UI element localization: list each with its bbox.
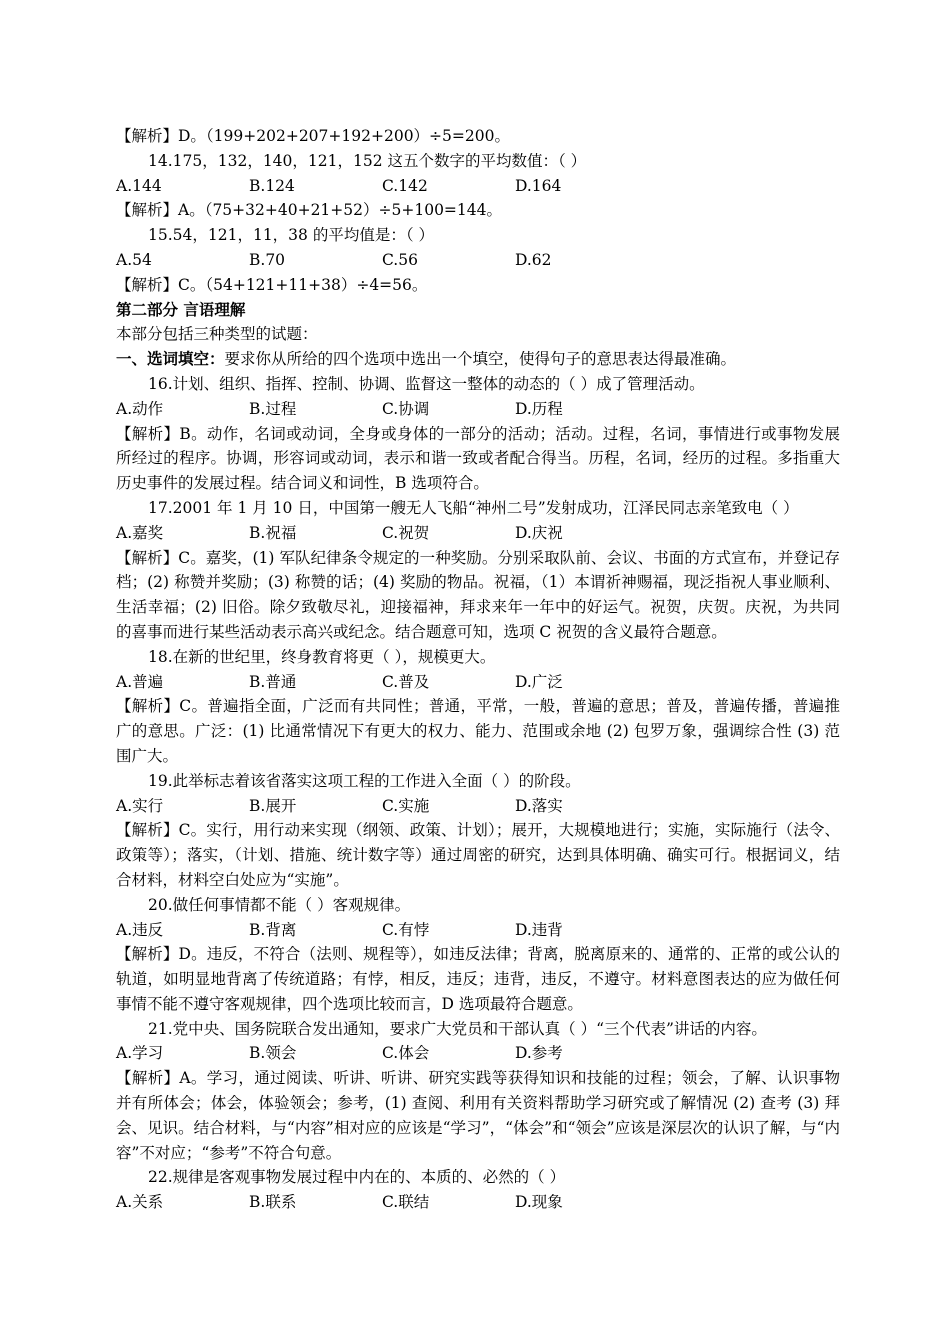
option-a: A.违反 [116, 920, 164, 939]
option-b: B.普通 [249, 672, 297, 691]
option-a: A.嘉奖 [116, 523, 164, 542]
option-b: B.124 [249, 176, 295, 195]
answer-16: 【解析】B。动作，名词或动词，全身或身体的一部分的活动；活动。过程，名词，事情进行或事物发展所经过的程序。协调，形容词或动词，表示和谐一致或者配合得当。历程，名词，经历的过程。多指重大历史事件的发展过程。结合词义和词性，B 选项符合。 [116, 424, 840, 493]
question-21: 21.党中央、国务院联合发出通知，要求广大党员和干部认真（ ）“三个代表”讲话的内容。 [148, 1019, 767, 1038]
options-18 [116, 670, 840, 695]
document-page [116, 124, 840, 1215]
answer-13: 【解析】D。（199+202+207+192+200）÷5=200。 [116, 127, 510, 145]
options-17 [116, 521, 840, 546]
section-1-heading [116, 347, 840, 372]
option-c: C.实施 [382, 796, 430, 815]
options-20 [116, 918, 840, 943]
answer-21: 【解析】A。学习，通过阅读、听讲、听讲、研究实践等获得知识和技能的过程；领会，了解、认识事物并有所体会；体会，体验领会；参考，(1) 查阅、利用有关资料帮助学习研究或了解情况 (2) 查考 (3) 拜会、见识。结合材料，与“内容”相对应的应该是“学习”，“体会”和“领会”应该是深层次的认识了解，与“内容”不对应；“参考”不符合句意。 [116, 1069, 840, 1162]
option-c: C.有悖 [382, 920, 430, 939]
option-b: B.过程 [249, 399, 297, 418]
question-18: 18.在新的世纪里，终身教育将更（ ），规模更大。 [148, 647, 496, 666]
options-21 [116, 1041, 840, 1066]
section-1-description: 要求你从所给的四个选项中选出一个填空，使得句子的意思表达得最准确。 [224, 350, 737, 369]
option-c: C.联结 [382, 1193, 430, 1212]
answer-15: 【解析】C。（54+121+11+38）÷4=56。 [116, 275, 428, 294]
option-d: D.广泛 [515, 672, 563, 691]
option-b: B.70 [249, 250, 286, 269]
options-22 [116, 1190, 840, 1215]
answer-18: 【解析】C。普遍指全面，广泛而有共同性；普通，平常，一般，普遍的意思；普及，普遍传播，普遍推广的意思。广泛：(1) 比通常情况下有更大的权力、能力、范围或余地 (2) 包罗万象，强调综合性 (3) 范围广大。 [116, 697, 840, 765]
options-15 [116, 248, 840, 273]
question-19: 19.此举标志着该省落实这项工程的工作进入全面（ ）的阶段。 [148, 771, 581, 790]
option-c: C.祝贺 [382, 523, 430, 542]
option-a: A.关系 [116, 1193, 164, 1212]
question-16: 16.计划、组织、指挥、控制、协调、监督这一整体的动态的（ ）成了管理活动。 [148, 374, 705, 393]
option-c: C.56 [382, 250, 418, 269]
answer-14: 【解析】A。（75+32+40+21+52）÷5+100=144。 [116, 201, 503, 220]
options-16 [116, 397, 840, 422]
question-22: 22.规律是客观事物发展过程中内在的、本质的、必然的（ ） [148, 1168, 566, 1187]
option-d: D.违背 [515, 920, 563, 939]
option-d: D.现象 [515, 1193, 563, 1212]
option-b: B.领会 [249, 1044, 297, 1063]
option-d: D.参考 [515, 1044, 563, 1063]
part-2-intro: 本部分包括三种类型的试题： [116, 325, 318, 344]
answer-17: 【解析】C。嘉奖，(1) 军队纪律条令规定的一种奖励。分别采取队前、会议、书面的方式宣布，并登记存档；(2) 称赞并奖励；(3) 称赞的话；(4) 奖励的物品。祝福，（1）本谓祈神赐福，现泛指祝人事业顺利、生活幸福；(2) 旧俗。除夕致敬尽礼，迎接福神，拜求来年一年中的好运气。祝贺，庆贺。庆祝，为共同的喜事而进行某些活动表示高兴或纪念。结合题意可知，选项 C 祝贺的含义最符合题意。 [116, 548, 840, 641]
option-d: D.164 [515, 176, 562, 195]
option-c: C.普及 [382, 672, 430, 691]
option-d: D.62 [515, 250, 552, 269]
option-a: A.54 [116, 250, 152, 269]
part-2-title: 第二部分 言语理解 [116, 299, 246, 319]
question-17: 17.2001 年 1 月 10 日，中国第一艘无人飞船“神州二号”发射成功，江泽民同志亲笔致电（ ） [148, 498, 799, 517]
option-b: B.联系 [249, 1193, 297, 1212]
option-a: A.动作 [116, 399, 164, 418]
option-a: A.144 [116, 176, 162, 195]
option-c: C.协调 [382, 399, 430, 418]
option-a: A.学习 [116, 1044, 164, 1063]
option-d: D.落实 [515, 796, 563, 815]
options-19 [116, 794, 840, 819]
options-14 [116, 174, 840, 199]
option-b: B.背离 [249, 920, 297, 939]
option-a: A.普遍 [116, 672, 164, 691]
answer-20: 【解析】D。违反，不符合（法则、规程等），如违反法律；背离，脱离原来的、通常的、正常的或公认的轨道，如明显地背离了传统道路；有悖，相反，违反；违背，违反，不遵守。材料意图表达的应为做任何事情不能不遵守客观规律，四个选项比较而言，D 选项最符合题意。 [116, 945, 840, 1013]
option-a: A.实行 [116, 796, 164, 815]
section-1-label: 一、选词填空： [116, 349, 225, 369]
option-d: D.历程 [515, 399, 563, 418]
question-20: 20.做任何事情都不能（ ）客观规律。 [148, 895, 411, 914]
question-15: 15.54，121，11，38 的平均值是：（ ） [148, 226, 435, 245]
answer-19: 【解析】C。实行，用行动来实现（纲领、政策、计划）；展开，大规模地进行；实施，实际施行（法令、政策等）；落实，（计划、措施、统计数字等）通过周密的研究，达到具体明确、确实可行。根据词义，结合材料，材料空白处应为“实施”。 [116, 821, 840, 889]
option-c: C.体会 [382, 1044, 430, 1063]
question-14: 14.175，132，140，121，152 这五个数字的平均数值：（ ） [148, 151, 587, 170]
option-b: B.祝福 [249, 523, 297, 542]
option-b: B.展开 [249, 796, 297, 815]
option-d: D.庆祝 [515, 523, 563, 542]
option-c: C.142 [382, 176, 428, 195]
